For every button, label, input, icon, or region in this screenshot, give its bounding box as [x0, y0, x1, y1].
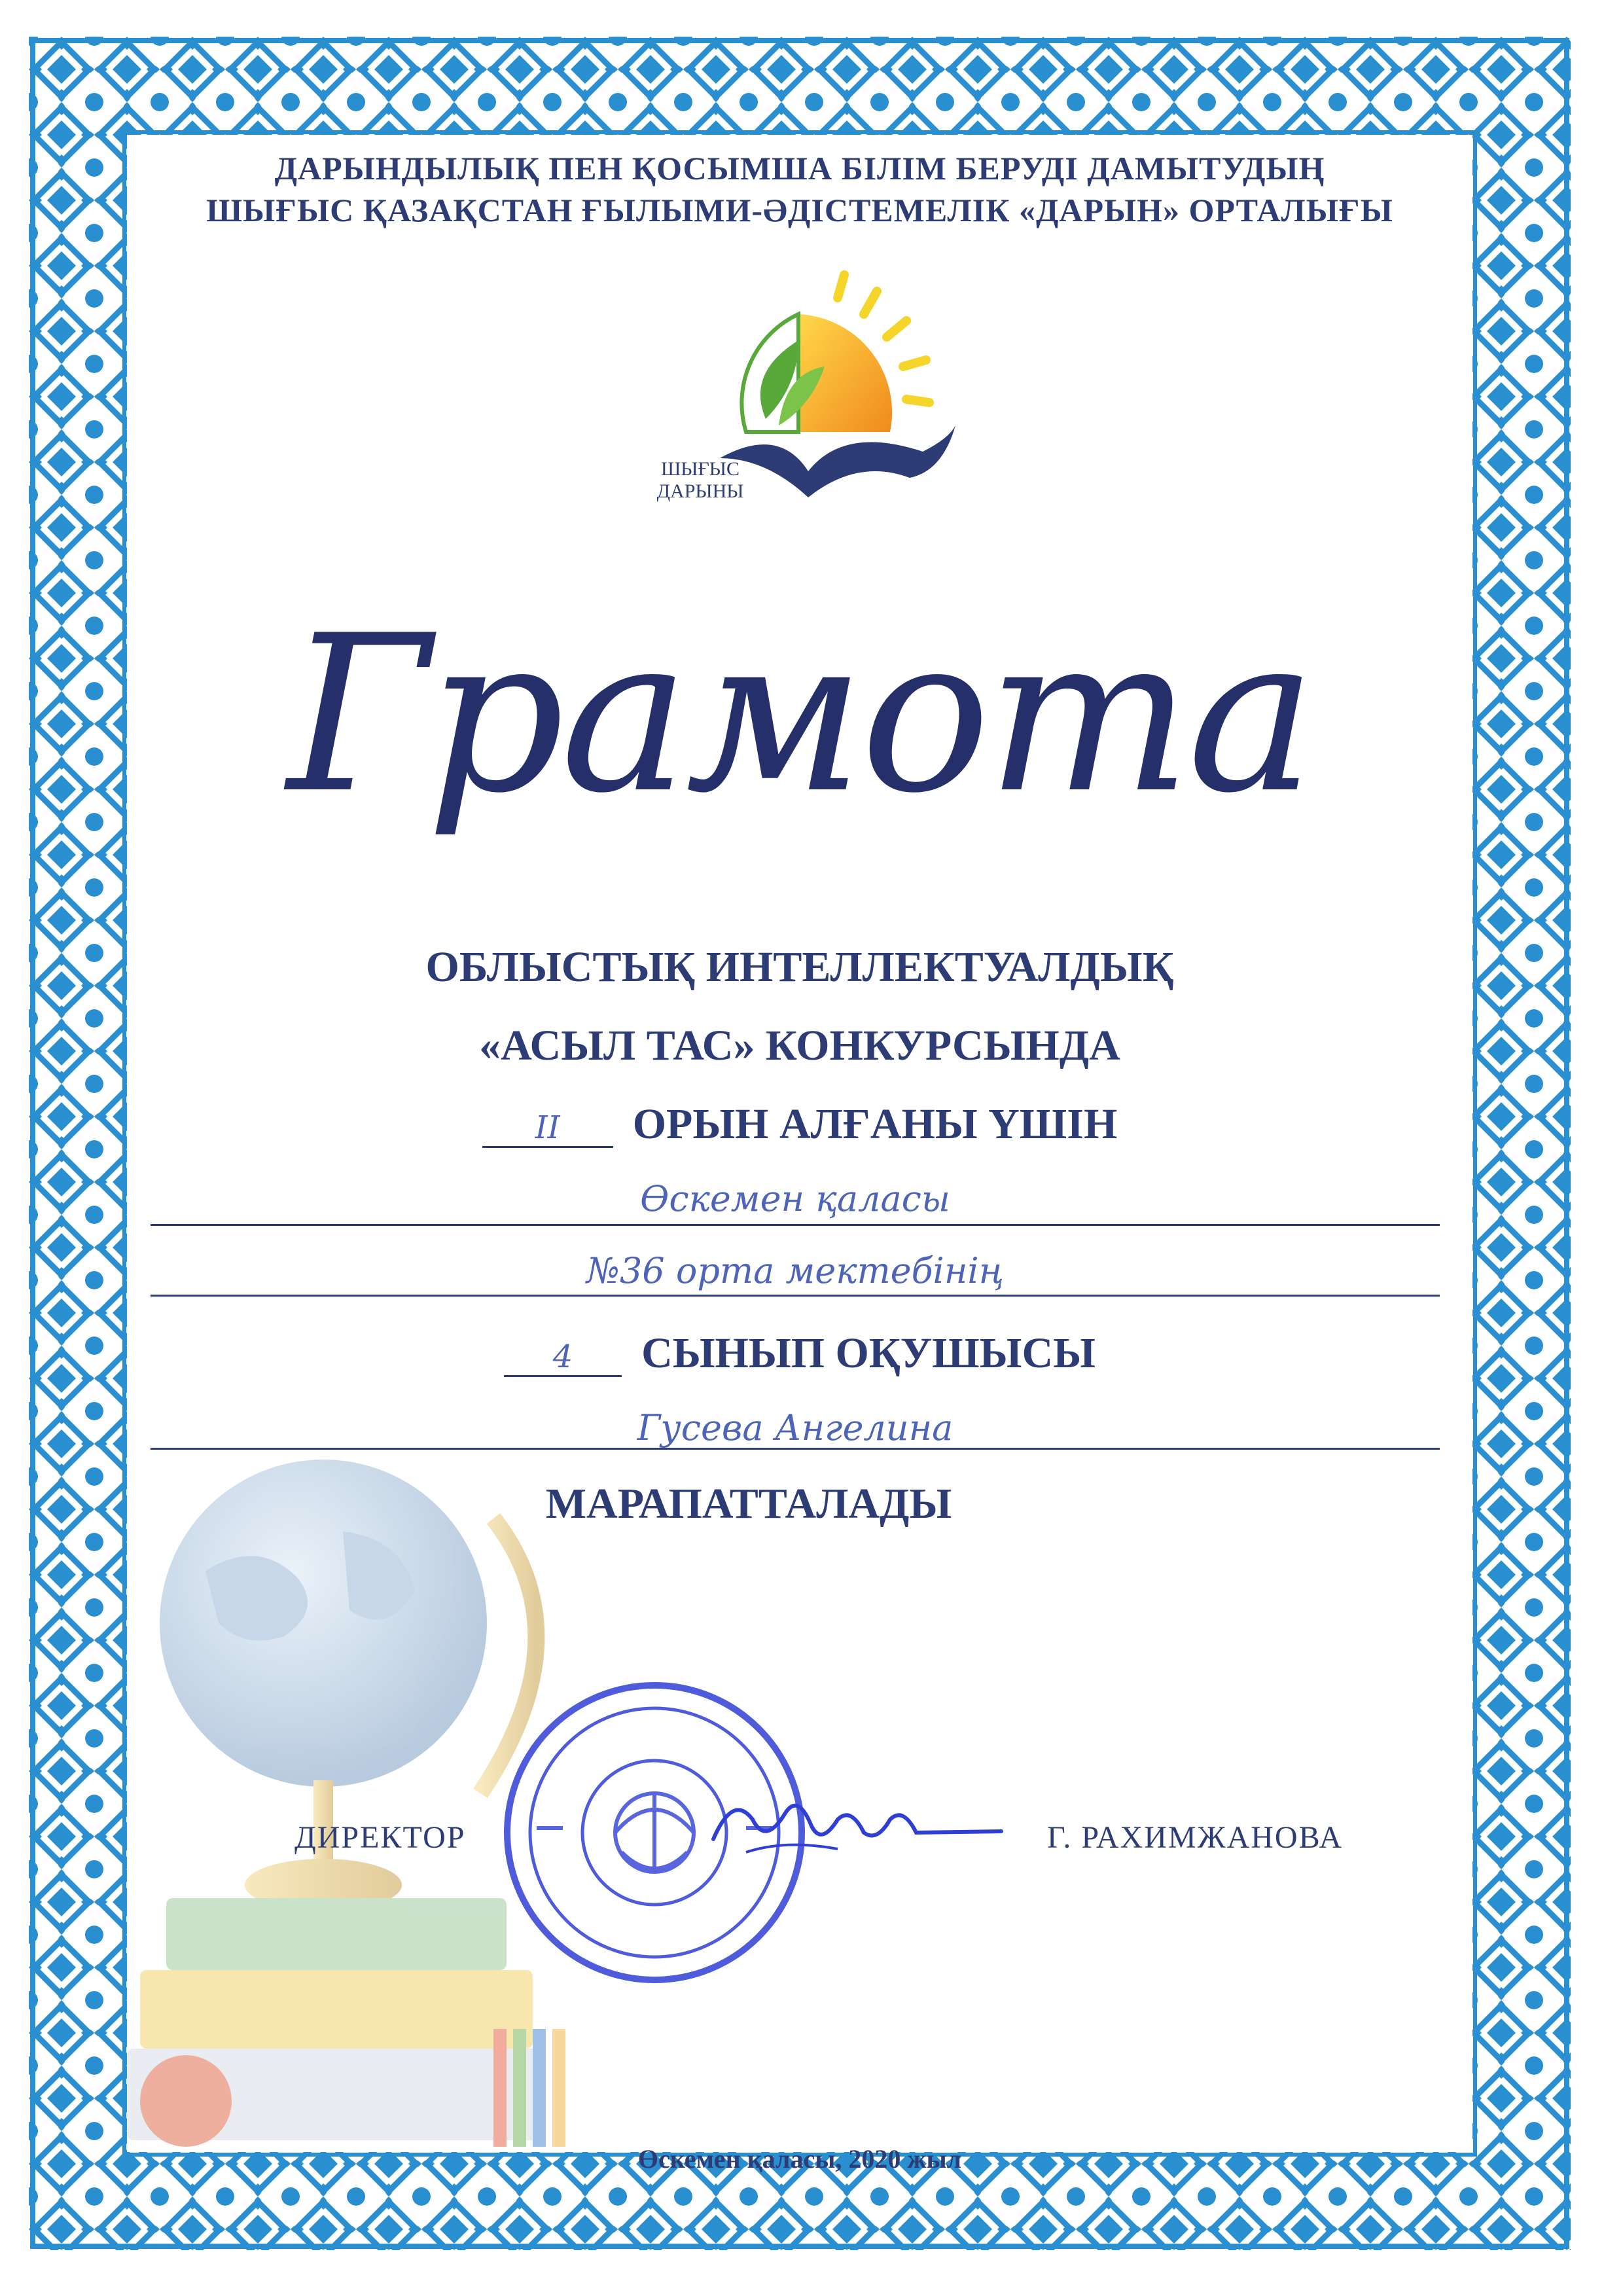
school-fill-line [151, 1295, 1440, 1297]
director-name: Г. РАХИМЖАНОВА [1047, 1820, 1344, 1855]
student-name-handwritten: Гусева Ангелина [637, 1407, 954, 1448]
organization-line-2: ШЫҒЫС ҚАЗАҚСТАН ҒЫЛЫМИ-ӘДІСТЕМЕЛІК «ДАРЫН» ОРТАЛЫҒЫ [206, 192, 1393, 228]
grade-value: 4 [504, 1338, 622, 1377]
award-place-line [127, 1100, 1472, 1149]
director-label: ДИРЕКТОР [294, 1820, 466, 1855]
document-title: Грамота [287, 589, 1313, 840]
logo-caption-line-2: ДАРЫНЫ [656, 480, 744, 502]
footer-city-year: Өскемен қаласы, 2020 жыл [637, 2144, 962, 2174]
award-line-2: «АСЫЛ ТАС» КОНКУРСЫНДА [479, 1022, 1120, 1069]
place-value: II [482, 1109, 613, 1148]
awarded-text: МАРАПАТТАЛАДЫ [545, 1480, 952, 1528]
organization-line-1: ДАРЫНДЫЛЫҚ ПЕН ҚОСЫМША БІЛІМ БЕРУДІ ДАМЫТУДЫҢ [274, 150, 1325, 187]
logo [648, 262, 975, 537]
city-handwritten: Өскемен қаласы [640, 1178, 950, 1219]
grade-text: СЫНЫП ОҚУШЫСЫ [641, 1329, 1096, 1377]
logo-caption-line-1: ШЫҒЫС [661, 458, 740, 480]
school-handwritten: №36 орта мектебінің [586, 1250, 1005, 1291]
name-fill-line [151, 1448, 1440, 1450]
place-text: ОРЫН АЛҒАНЫ ҮШІН [632, 1100, 1118, 1148]
emblem-icon [615, 1793, 694, 1872]
award-line-1: ОБЛЫСТЫҚ ИНТЕЛЛЕКТУАЛДЫҚ [425, 943, 1174, 991]
book-icon [166, 1898, 507, 1970]
city-fill-line [151, 1224, 1440, 1226]
apple-icon [140, 2055, 232, 2147]
signature [707, 1780, 1008, 1872]
grade-line [127, 1329, 1472, 1378]
